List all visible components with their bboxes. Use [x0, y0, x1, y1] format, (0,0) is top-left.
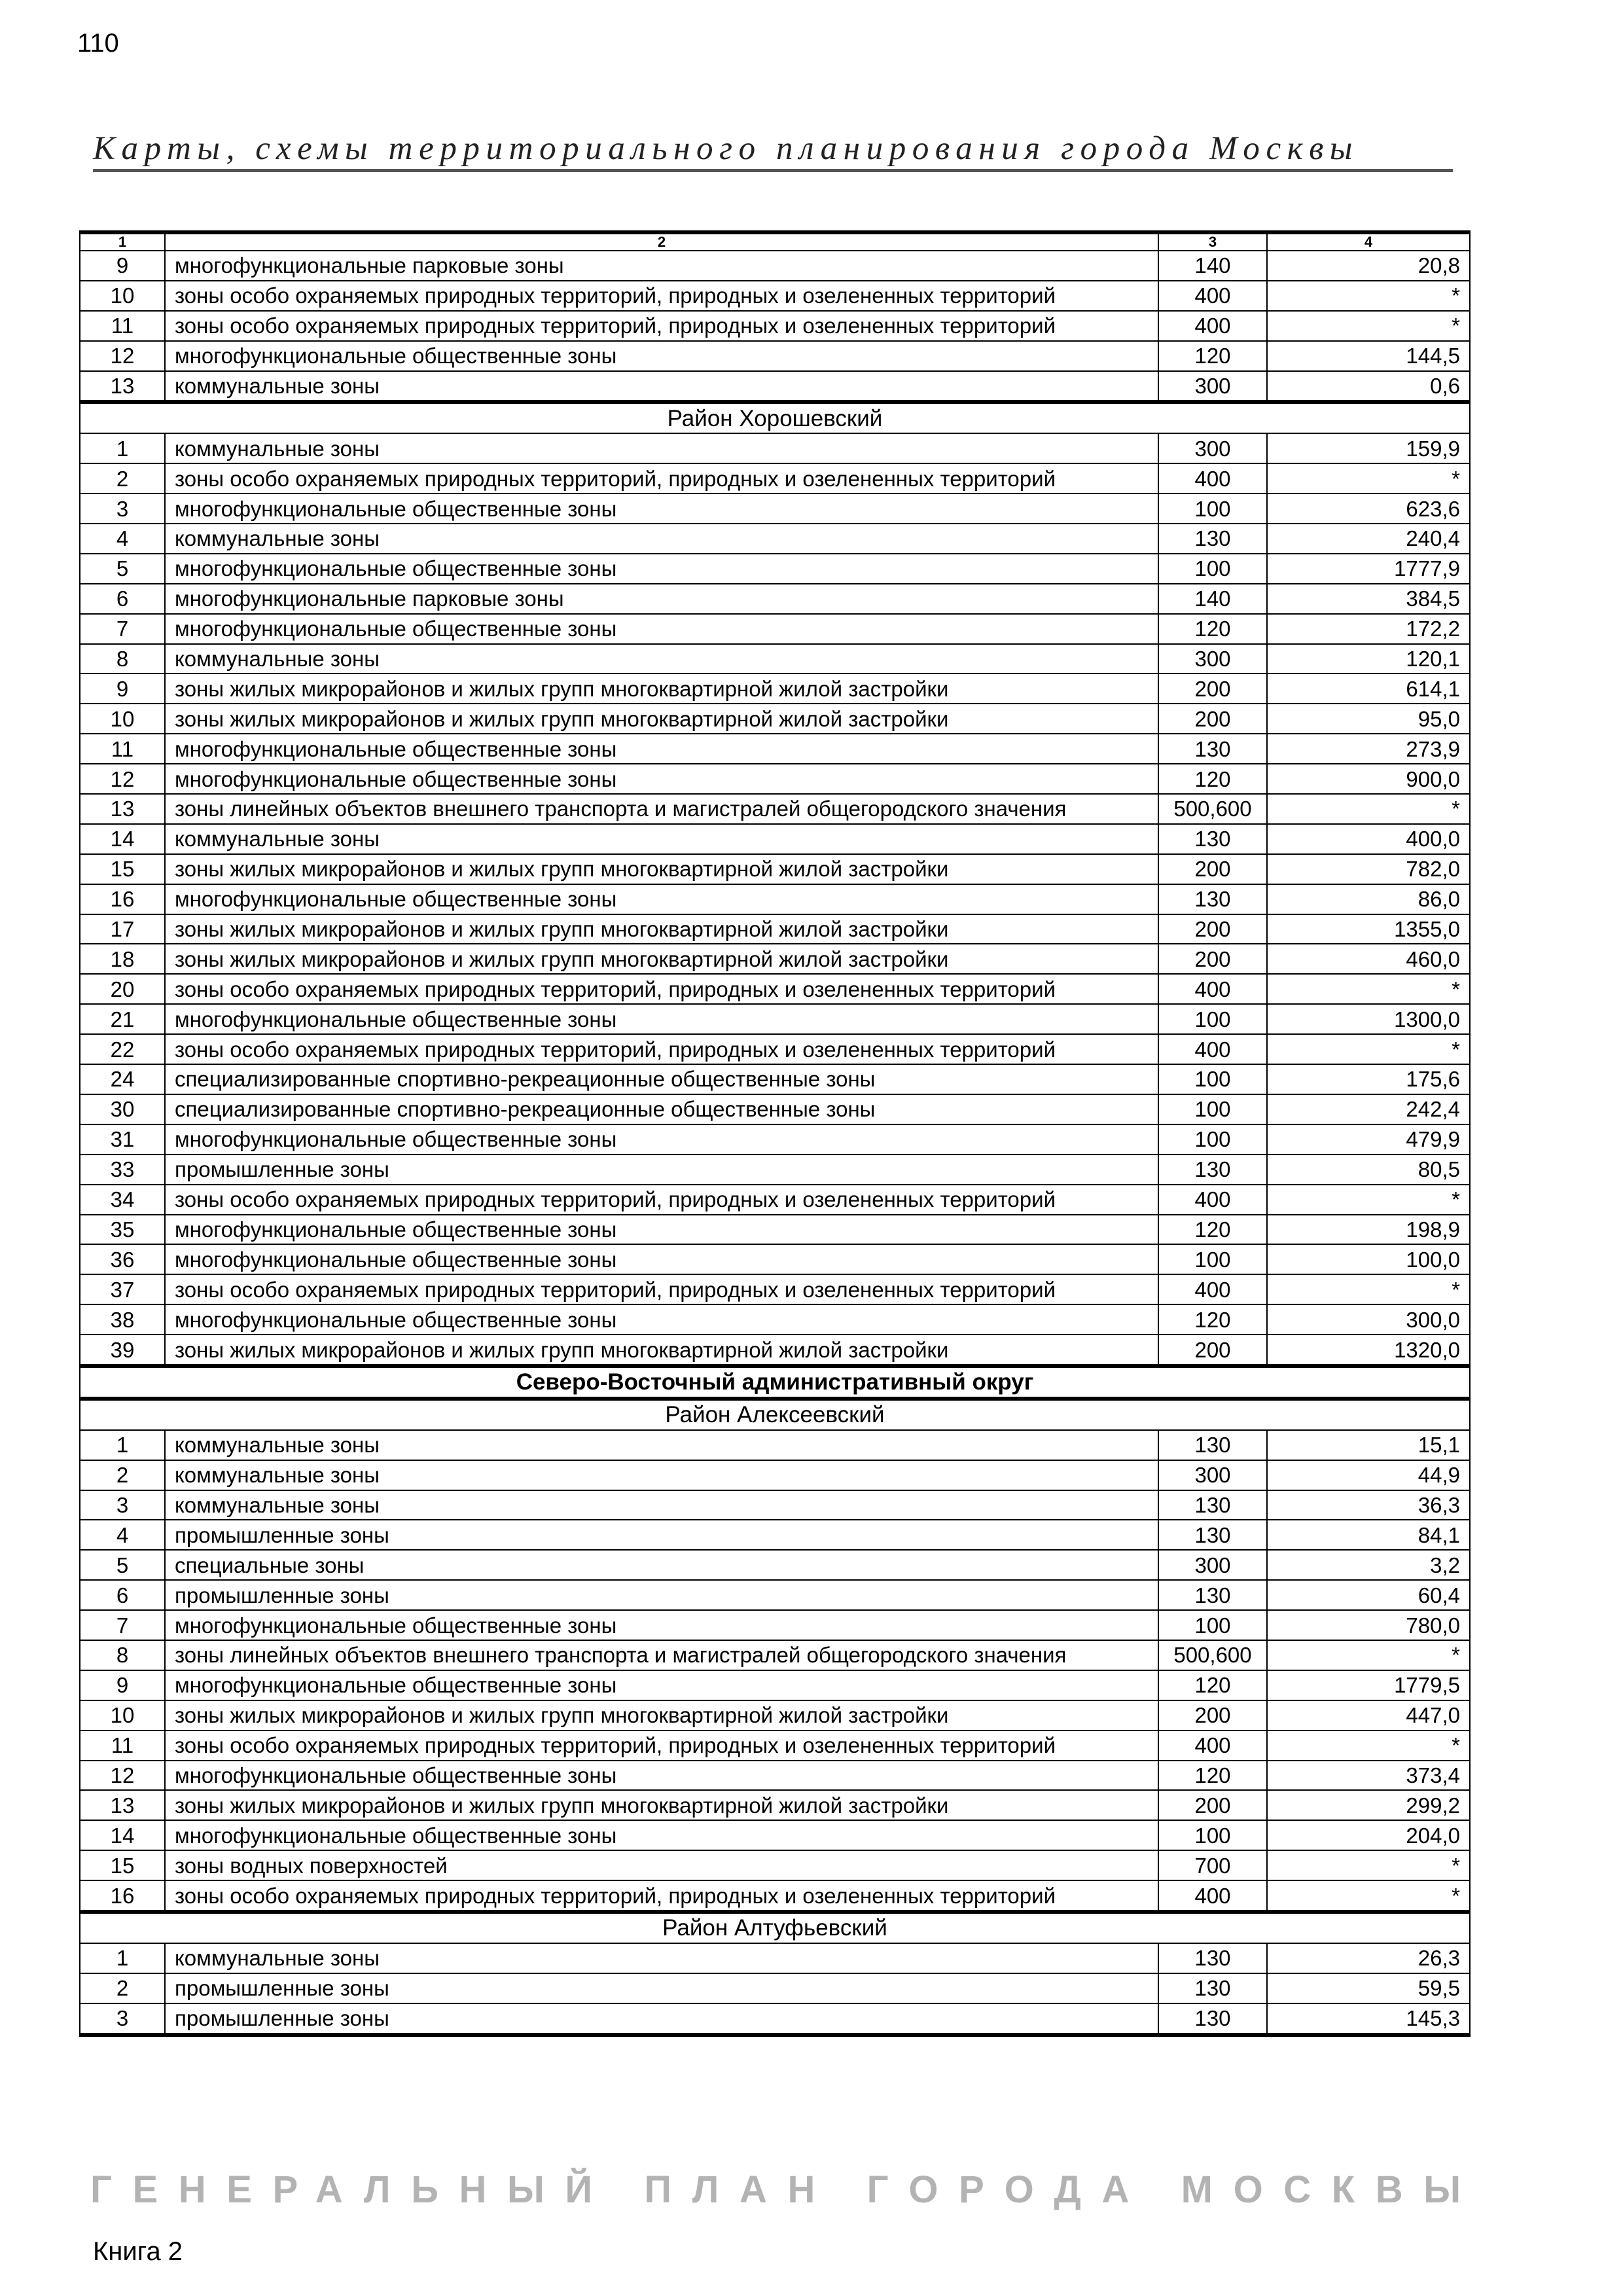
row-number-cell: 35 [80, 1215, 165, 1245]
coefficient-cell: 200 [1158, 1335, 1267, 1366]
value-cell: 172,2 [1267, 614, 1470, 644]
coefficient-cell: 300 [1158, 1550, 1267, 1580]
table-row [80, 311, 1470, 341]
table-row [80, 371, 1470, 403]
table-row [80, 1304, 1470, 1335]
table-row [80, 1094, 1470, 1124]
coefficient-cell: 100 [1158, 1610, 1267, 1640]
zone-type-cell: многофункциональные парковые зоны [165, 584, 1158, 614]
coefficient-cell: 400 [1158, 1185, 1267, 1215]
value-cell: 623,6 [1267, 493, 1470, 524]
value-cell: 273,9 [1267, 734, 1470, 764]
district-title: Район Алтуфьевский [80, 1912, 1470, 1943]
zone-type-cell: специализированные спортивно-рекреационные общественные зоны [165, 1064, 1158, 1094]
coefficient-cell: 400 [1158, 1880, 1267, 1912]
row-number-cell: 36 [80, 1244, 165, 1274]
table-row [80, 1034, 1470, 1064]
coefficient-cell: 100 [1158, 1124, 1267, 1155]
value-cell: 384,5 [1267, 584, 1470, 614]
row-number-cell: 17 [80, 914, 165, 944]
zone-type-cell: зоны жилых микрорайонов и жилых групп многоквартирной жилой застройки [165, 1335, 1158, 1366]
running-header: Карты, схемы территориального планирования города Москвы [93, 130, 1359, 167]
zone-type-cell: многофункциональные общественные зоны [165, 493, 1158, 524]
zone-type-cell: многофункциональные общественные зоны [165, 1670, 1158, 1700]
table-row [80, 1820, 1470, 1850]
zone-type-cell: зоны жилых микрорайонов и жилых групп многоквартирной жилой застройки [165, 1700, 1158, 1731]
row-number-cell: 15 [80, 1850, 165, 1880]
table-row [80, 1790, 1470, 1820]
table-row [80, 1850, 1470, 1880]
coefficient-cell: 130 [1158, 1490, 1267, 1520]
coefficient-cell: 120 [1158, 614, 1267, 644]
value-cell: 59,5 [1267, 1973, 1470, 2003]
value-cell: 1355,0 [1267, 914, 1470, 944]
row-number-cell: 12 [80, 1761, 165, 1791]
district-title: Район Алексеевский [80, 1399, 1470, 1430]
table-row [80, 1880, 1470, 1912]
value-cell: 400,0 [1267, 824, 1470, 854]
table-row [80, 944, 1470, 974]
table-row [80, 1670, 1470, 1700]
coefficient-cell: 100 [1158, 1244, 1267, 1274]
value-cell: 84,1 [1267, 1520, 1470, 1550]
row-number-cell: 24 [80, 1064, 165, 1094]
table-row [80, 1580, 1470, 1610]
row-number-cell: 3 [80, 493, 165, 524]
table-row [80, 1335, 1470, 1366]
table-row [80, 1244, 1470, 1274]
value-cell: 3,2 [1267, 1550, 1470, 1580]
column-header-row [80, 232, 1470, 251]
value-cell: 300,0 [1267, 1304, 1470, 1335]
zone-type-cell: промышленные зоны [165, 1155, 1158, 1185]
coefficient-cell: 100 [1158, 493, 1267, 524]
zone-type-cell: зоны жилых микрорайонов и жилых групп многоквартирной жилой застройки [165, 1790, 1158, 1820]
zone-type-cell: зоны жилых микрорайонов и жилых групп многоквартирной жилой застройки [165, 673, 1158, 704]
okrug-title: Северо-Восточный административный округ [80, 1366, 1470, 1399]
row-number-cell: 13 [80, 794, 165, 824]
coefficient-cell: 130 [1158, 1580, 1267, 1610]
table-row [80, 341, 1470, 371]
value-cell: 1777,9 [1267, 554, 1470, 584]
zone-type-cell: многофункциональные общественные зоны [165, 341, 1158, 371]
zone-type-cell: зоны жилых микрорайонов и жилых групп многоквартирной жилой застройки [165, 944, 1158, 974]
value-cell: 373,4 [1267, 1761, 1470, 1791]
table-row [80, 524, 1470, 554]
table-row [80, 493, 1470, 524]
zone-type-cell: многофункциональные общественные зоны [165, 1215, 1158, 1245]
value-cell: * [1267, 1640, 1470, 1670]
coefficient-cell: 130 [1158, 734, 1267, 764]
zone-type-cell: многофункциональные общественные зоны [165, 1124, 1158, 1155]
value-cell: * [1267, 1880, 1470, 1912]
table-row [80, 764, 1470, 794]
value-cell: * [1267, 311, 1470, 341]
value-cell: 26,3 [1267, 1943, 1470, 1973]
zone-type-cell: специализированные спортивно-рекреационные общественные зоны [165, 1094, 1158, 1124]
table-row [80, 614, 1470, 644]
row-number-cell: 30 [80, 1094, 165, 1124]
row-number-cell: 2 [80, 1973, 165, 2003]
row-number-cell: 1 [80, 1430, 165, 1460]
zone-type-cell: многофункциональные парковые зоны [165, 251, 1158, 281]
row-number-cell: 8 [80, 1640, 165, 1670]
row-number-cell: 15 [80, 854, 165, 884]
coefficient-cell: 130 [1158, 524, 1267, 554]
zone-type-cell: зоны особо охраняемых природных территорий, природных и озелененных территорий [165, 1034, 1158, 1064]
zone-type-cell: многофункциональные общественные зоны [165, 1820, 1158, 1850]
value-cell: 0,6 [1267, 371, 1470, 403]
table-row [80, 463, 1470, 493]
row-number-cell: 31 [80, 1124, 165, 1155]
value-cell: 299,2 [1267, 1790, 1470, 1820]
coefficient-cell: 120 [1158, 764, 1267, 794]
footer-title: ГЕНЕРАЛЬНЫЙ ПЛАН ГОРОДА МОСКВЫ [90, 2168, 1482, 2211]
coefficient-cell: 300 [1158, 1460, 1267, 1490]
row-number-cell: 7 [80, 1610, 165, 1640]
value-cell: 782,0 [1267, 854, 1470, 884]
value-cell: 144,5 [1267, 341, 1470, 371]
value-cell: 20,8 [1267, 251, 1470, 281]
table-row [80, 1124, 1470, 1155]
table-row [80, 794, 1470, 824]
value-cell: 159,9 [1267, 433, 1470, 463]
table-row [80, 281, 1470, 311]
value-cell: 175,6 [1267, 1064, 1470, 1094]
zone-type-cell: зоны водных поверхностей [165, 1850, 1158, 1880]
row-number-cell: 18 [80, 944, 165, 974]
zone-type-cell: коммунальные зоны [165, 524, 1158, 554]
row-number-cell: 6 [80, 584, 165, 614]
value-cell: 1320,0 [1267, 1335, 1470, 1366]
row-number-cell: 14 [80, 1820, 165, 1850]
table-row [80, 974, 1470, 1004]
row-number-cell: 6 [80, 1580, 165, 1610]
zone-type-cell: коммунальные зоны [165, 1490, 1158, 1520]
zone-type-cell: многофункциональные общественные зоны [165, 1761, 1158, 1791]
zone-type-cell: коммунальные зоны [165, 824, 1158, 854]
zone-type-cell: коммунальные зоны [165, 1943, 1158, 1973]
row-number-cell: 13 [80, 371, 165, 403]
table-row [80, 1973, 1470, 2003]
coefficient-cell: 400 [1158, 1034, 1267, 1064]
district-heading-row [80, 1399, 1470, 1430]
value-cell: 240,4 [1267, 524, 1470, 554]
zone-type-cell: коммунальные зоны [165, 371, 1158, 403]
zone-type-cell: зоны линейных объектов внешнего транспорта и магистралей общегородского значения [165, 1640, 1158, 1670]
coefficient-cell: 500,600 [1158, 1640, 1267, 1670]
zone-type-cell: многофункциональные общественные зоны [165, 554, 1158, 584]
column-header: 1 [80, 232, 165, 251]
value-cell: 36,3 [1267, 1490, 1470, 1520]
table-row [80, 1004, 1470, 1034]
row-number-cell: 4 [80, 1520, 165, 1550]
zone-type-cell: многофункциональные общественные зоны [165, 1610, 1158, 1640]
row-number-cell: 10 [80, 704, 165, 734]
row-number-cell: 2 [80, 1460, 165, 1490]
value-cell: * [1267, 1034, 1470, 1064]
value-cell: 460,0 [1267, 944, 1470, 974]
coefficient-cell: 130 [1158, 1155, 1267, 1185]
table-row [80, 704, 1470, 734]
value-cell: 780,0 [1267, 1610, 1470, 1640]
table-row [80, 884, 1470, 914]
row-number-cell: 2 [80, 463, 165, 493]
table-row [80, 914, 1470, 944]
zone-type-cell: зоны особо охраняемых природных территорий, природных и озелененных территорий [165, 1880, 1158, 1912]
value-cell: 100,0 [1267, 1244, 1470, 1274]
row-number-cell: 11 [80, 311, 165, 341]
row-number-cell: 11 [80, 734, 165, 764]
footer-book-label: Книга 2 [93, 2237, 183, 2266]
column-header: 2 [165, 232, 1158, 251]
value-cell: 86,0 [1267, 884, 1470, 914]
district-heading-row [80, 1912, 1470, 1943]
zone-type-cell: специальные зоны [165, 1550, 1158, 1580]
coefficient-cell: 200 [1158, 944, 1267, 974]
value-cell: * [1267, 463, 1470, 493]
coefficient-cell: 100 [1158, 1094, 1267, 1124]
row-number-cell: 16 [80, 884, 165, 914]
value-cell: 60,4 [1267, 1580, 1470, 1610]
zone-type-cell: многофункциональные общественные зоны [165, 884, 1158, 914]
row-number-cell: 22 [80, 1034, 165, 1064]
column-header: 3 [1158, 232, 1267, 251]
value-cell: 80,5 [1267, 1155, 1470, 1185]
coefficient-cell: 500,600 [1158, 794, 1267, 824]
coefficient-cell: 200 [1158, 1700, 1267, 1731]
coefficient-cell: 300 [1158, 433, 1267, 463]
table-row [80, 1490, 1470, 1520]
row-number-cell: 9 [80, 673, 165, 704]
row-number-cell: 8 [80, 644, 165, 674]
coefficient-cell: 140 [1158, 251, 1267, 281]
coefficient-cell: 100 [1158, 554, 1267, 584]
district-heading-row [80, 402, 1470, 433]
table-row [80, 854, 1470, 884]
zone-type-cell: коммунальные зоны [165, 1460, 1158, 1490]
coefficient-cell: 120 [1158, 1215, 1267, 1245]
value-cell: 479,9 [1267, 1124, 1470, 1155]
value-cell: 120,1 [1267, 644, 1470, 674]
row-number-cell: 5 [80, 554, 165, 584]
zones-table-container [79, 230, 1469, 2037]
row-number-cell: 10 [80, 1700, 165, 1731]
coefficient-cell: 400 [1158, 1274, 1267, 1304]
table-row [80, 554, 1470, 584]
table-row [80, 1700, 1470, 1731]
row-number-cell: 1 [80, 1943, 165, 1973]
value-cell: * [1267, 1850, 1470, 1880]
coefficient-cell: 300 [1158, 644, 1267, 674]
zone-type-cell: многофункциональные общественные зоны [165, 1304, 1158, 1335]
value-cell: 900,0 [1267, 764, 1470, 794]
row-number-cell: 7 [80, 614, 165, 644]
row-number-cell: 1 [80, 433, 165, 463]
table-row [80, 433, 1470, 463]
row-number-cell: 38 [80, 1304, 165, 1335]
coefficient-cell: 200 [1158, 673, 1267, 704]
zone-type-cell: коммунальные зоны [165, 644, 1158, 674]
row-number-cell: 20 [80, 974, 165, 1004]
row-number-cell: 4 [80, 524, 165, 554]
zone-type-cell: зоны жилых микрорайонов и жилых групп многоквартирной жилой застройки [165, 854, 1158, 884]
zone-type-cell: многофункциональные общественные зоны [165, 734, 1158, 764]
row-number-cell: 34 [80, 1185, 165, 1215]
coefficient-cell: 130 [1158, 2003, 1267, 2035]
value-cell: 242,4 [1267, 1094, 1470, 1124]
table-row [80, 1943, 1470, 1973]
header-rule [93, 169, 1453, 172]
table-row [80, 1520, 1470, 1550]
coefficient-cell: 400 [1158, 463, 1267, 493]
table-row [80, 824, 1470, 854]
zone-type-cell: зоны особо охраняемых природных территорий, природных и озелененных территорий [165, 281, 1158, 311]
coefficient-cell: 400 [1158, 974, 1267, 1004]
coefficient-cell: 120 [1158, 1761, 1267, 1791]
row-number-cell: 14 [80, 824, 165, 854]
coefficient-cell: 140 [1158, 584, 1267, 614]
table-row [80, 1640, 1470, 1670]
zone-type-cell: зоны особо охраняемых природных территорий, природных и озелененных территорий [165, 1731, 1158, 1761]
row-number-cell: 3 [80, 1490, 165, 1520]
table-row [80, 673, 1470, 704]
coefficient-cell: 400 [1158, 1731, 1267, 1761]
zone-type-cell: зоны особо охраняемых природных территорий, природных и озелененных территорий [165, 463, 1158, 493]
zone-type-cell: промышленные зоны [165, 2003, 1158, 2035]
table-row [80, 1215, 1470, 1245]
coefficient-cell: 200 [1158, 704, 1267, 734]
coefficient-cell: 120 [1158, 1670, 1267, 1700]
value-cell: * [1267, 1731, 1470, 1761]
coefficient-cell: 130 [1158, 1430, 1267, 1460]
table-row [80, 251, 1470, 281]
zone-type-cell: зоны особо охраняемых природных территорий, природных и озелененных территорий [165, 974, 1158, 1004]
value-cell: 198,9 [1267, 1215, 1470, 1245]
value-cell: * [1267, 1274, 1470, 1304]
value-cell: 204,0 [1267, 1820, 1470, 1850]
zone-type-cell: многофункциональные общественные зоны [165, 1244, 1158, 1274]
row-number-cell: 21 [80, 1004, 165, 1034]
zone-type-cell: коммунальные зоны [165, 433, 1158, 463]
row-number-cell: 16 [80, 1880, 165, 1912]
zone-type-cell: многофункциональные общественные зоны [165, 764, 1158, 794]
table-row [80, 1550, 1470, 1580]
zone-type-cell: зоны особо охраняемых природных территорий, природных и озелененных территорий [165, 1274, 1158, 1304]
zone-type-cell: зоны жилых микрорайонов и жилых групп многоквартирной жилой застройки [165, 704, 1158, 734]
coefficient-cell: 130 [1158, 1973, 1267, 2003]
coefficient-cell: 400 [1158, 311, 1267, 341]
zone-type-cell: зоны линейных объектов внешнего транспорта и магистралей общегородского значения [165, 794, 1158, 824]
table-row [80, 584, 1470, 614]
row-number-cell: 5 [80, 1550, 165, 1580]
coefficient-cell: 100 [1158, 1064, 1267, 1094]
row-number-cell: 9 [80, 1670, 165, 1700]
row-number-cell: 13 [80, 1790, 165, 1820]
coefficient-cell: 130 [1158, 824, 1267, 854]
row-number-cell: 12 [80, 764, 165, 794]
table-row [80, 1610, 1470, 1640]
coefficient-cell: 200 [1158, 1790, 1267, 1820]
value-cell: * [1267, 1185, 1470, 1215]
zone-type-cell: зоны жилых микрорайонов и жилых групп многоквартирной жилой застройки [165, 914, 1158, 944]
table-row [80, 644, 1470, 674]
coefficient-cell: 200 [1158, 854, 1267, 884]
table-row [80, 734, 1470, 764]
table-row [80, 1274, 1470, 1304]
value-cell: 447,0 [1267, 1700, 1470, 1731]
value-cell: * [1267, 794, 1470, 824]
coefficient-cell: 120 [1158, 341, 1267, 371]
zone-type-cell: коммунальные зоны [165, 1430, 1158, 1460]
zone-type-cell: промышленные зоны [165, 1580, 1158, 1610]
table-row [80, 2003, 1470, 2035]
value-cell: 15,1 [1267, 1430, 1470, 1460]
value-cell: 1779,5 [1267, 1670, 1470, 1700]
coefficient-cell: 200 [1158, 914, 1267, 944]
value-cell: 44,9 [1267, 1460, 1470, 1490]
zone-type-cell: зоны особо охраняемых природных территорий, природных и озелененных территорий [165, 1185, 1158, 1215]
row-number-cell: 11 [80, 1731, 165, 1761]
row-number-cell: 33 [80, 1155, 165, 1185]
value-cell: * [1267, 974, 1470, 1004]
coefficient-cell: 130 [1158, 1520, 1267, 1550]
okrug-heading-row [80, 1366, 1470, 1399]
zone-type-cell: многофункциональные общественные зоны [165, 1004, 1158, 1034]
district-title: Район Хорошевский [80, 402, 1470, 433]
coefficient-cell: 130 [1158, 1943, 1267, 1973]
table-row [80, 1460, 1470, 1490]
coefficient-cell: 100 [1158, 1820, 1267, 1850]
value-cell: * [1267, 281, 1470, 311]
zone-type-cell: промышленные зоны [165, 1973, 1158, 2003]
row-number-cell: 12 [80, 341, 165, 371]
table-row [80, 1185, 1470, 1215]
zone-type-cell: промышленные зоны [165, 1520, 1158, 1550]
row-number-cell: 37 [80, 1274, 165, 1304]
column-header: 4 [1267, 232, 1470, 251]
value-cell: 145,3 [1267, 2003, 1470, 2035]
zone-type-cell: зоны особо охраняемых природных территорий, природных и озелененных территорий [165, 311, 1158, 341]
row-number-cell: 3 [80, 2003, 165, 2035]
zone-type-cell: многофункциональные общественные зоны [165, 614, 1158, 644]
table-row [80, 1155, 1470, 1185]
table-row [80, 1731, 1470, 1761]
value-cell: 614,1 [1267, 673, 1470, 704]
table-row [80, 1064, 1470, 1094]
value-cell: 95,0 [1267, 704, 1470, 734]
coefficient-cell: 100 [1158, 1004, 1267, 1034]
row-number-cell: 9 [80, 251, 165, 281]
coefficient-cell: 120 [1158, 1304, 1267, 1335]
page-number: 110 [77, 29, 119, 58]
coefficient-cell: 300 [1158, 371, 1267, 403]
coefficient-cell: 400 [1158, 281, 1267, 311]
value-cell: 1300,0 [1267, 1004, 1470, 1034]
table-row [80, 1430, 1470, 1460]
row-number-cell: 10 [80, 281, 165, 311]
table-row [80, 1761, 1470, 1791]
coefficient-cell: 700 [1158, 1850, 1267, 1880]
coefficient-cell: 130 [1158, 884, 1267, 914]
zones-table [79, 230, 1471, 2037]
row-number-cell: 39 [80, 1335, 165, 1366]
